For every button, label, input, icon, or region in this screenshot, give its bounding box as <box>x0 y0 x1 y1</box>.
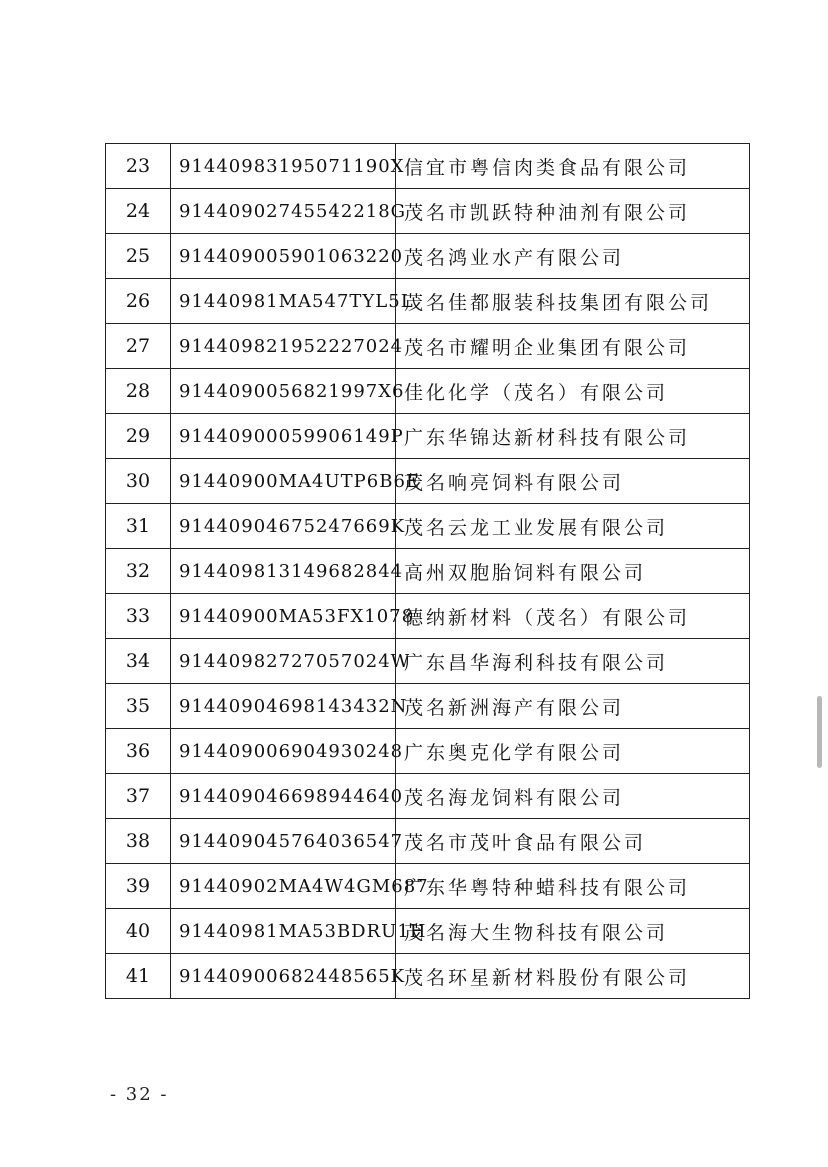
credit-code: 91440902MA4W4GM687 <box>171 864 396 909</box>
row-number: 28 <box>106 369 171 414</box>
table-row <box>106 819 750 864</box>
table-row <box>106 864 750 909</box>
company-name: 信宜市粤信肉类食品有限公司 <box>396 144 750 189</box>
company-name: 茂名市茂叶食品有限公司 <box>396 819 750 864</box>
credit-code: 91440983195071190X <box>171 144 396 189</box>
credit-code: 91440900059906149P <box>171 414 396 459</box>
table-row <box>106 729 750 774</box>
credit-code: 91440904698143432N <box>171 684 396 729</box>
credit-code: 91440900MA53FX1078 <box>171 594 396 639</box>
company-name: 茂名海大生物科技有限公司 <box>396 909 750 954</box>
row-number: 29 <box>106 414 171 459</box>
company-name: 广东华粤特种蜡科技有限公司 <box>396 864 750 909</box>
row-number: 31 <box>106 504 171 549</box>
company-name: 茂名云龙工业发展有限公司 <box>396 504 750 549</box>
table-row <box>106 189 750 234</box>
table-row <box>106 594 750 639</box>
company-name: 茂名市凯跃特种油剂有限公司 <box>396 189 750 234</box>
credit-code: 91440981MA547TYL5L <box>171 279 396 324</box>
table-row <box>106 954 750 999</box>
row-number: 33 <box>106 594 171 639</box>
credit-code: 914409821952227024 <box>171 324 396 369</box>
company-name: 茂名佳都服装科技集团有限公司 <box>396 279 750 324</box>
row-number: 35 <box>106 684 171 729</box>
table-row <box>106 639 750 684</box>
row-number: 26 <box>106 279 171 324</box>
row-number: 36 <box>106 729 171 774</box>
row-number: 38 <box>106 819 171 864</box>
table-row <box>106 459 750 504</box>
credit-code: 914409046698944640 <box>171 774 396 819</box>
company-name: 茂名响亮饲料有限公司 <box>396 459 750 504</box>
credit-code: 914409005901063220 <box>171 234 396 279</box>
credit-code: 91440982727057024W <box>171 639 396 684</box>
row-number: 25 <box>106 234 171 279</box>
company-table <box>105 143 750 999</box>
table-row <box>106 909 750 954</box>
credit-code: 91440900682448565K <box>171 954 396 999</box>
row-number: 23 <box>106 144 171 189</box>
row-number: 37 <box>106 774 171 819</box>
row-number: 24 <box>106 189 171 234</box>
table-row <box>106 684 750 729</box>
row-number: 40 <box>106 909 171 954</box>
table-row <box>106 144 750 189</box>
row-number: 39 <box>106 864 171 909</box>
table-row <box>106 279 750 324</box>
table-row <box>106 504 750 549</box>
company-name: 广东华锦达新材科技有限公司 <box>396 414 750 459</box>
company-name: 高州双胞胎饲料有限公司 <box>396 549 750 594</box>
company-name: 广东奥克化学有限公司 <box>396 729 750 774</box>
scrollbar-thumb[interactable] <box>817 696 822 768</box>
row-number: 27 <box>106 324 171 369</box>
credit-code: 91440900MA4UTP6B6E <box>171 459 396 504</box>
table-body <box>106 144 750 999</box>
row-number: 30 <box>106 459 171 504</box>
credit-code: 91440902745542218G <box>171 189 396 234</box>
company-name: 广东昌华海利科技有限公司 <box>396 639 750 684</box>
company-name: 茂名环星新材料股份有限公司 <box>396 954 750 999</box>
company-name: 茂名新洲海产有限公司 <box>396 684 750 729</box>
table-row <box>106 234 750 279</box>
credit-code: 914409045764036547 <box>171 819 396 864</box>
row-number: 41 <box>106 954 171 999</box>
credit-code: 91440904675247669K <box>171 504 396 549</box>
credit-code: 9144090056821997X6 <box>171 369 396 414</box>
table-row <box>106 549 750 594</box>
company-name: 佳化化学（茂名）有限公司 <box>396 369 750 414</box>
company-name: 茂名市耀明企业集团有限公司 <box>396 324 750 369</box>
table-row <box>106 414 750 459</box>
company-name: 茂名海龙饲料有限公司 <box>396 774 750 819</box>
row-number: 34 <box>106 639 171 684</box>
credit-code: 91440981MA53BDRU1H <box>171 909 396 954</box>
company-name: 德纳新材料（茂名）有限公司 <box>396 594 750 639</box>
table-row <box>106 369 750 414</box>
page-number: - 32 - <box>110 1084 169 1105</box>
row-number: 32 <box>106 549 171 594</box>
credit-code: 914409006904930248 <box>171 729 396 774</box>
credit-code: 914409813149682844 <box>171 549 396 594</box>
company-name: 茂名鸿业水产有限公司 <box>396 234 750 279</box>
table-row <box>106 324 750 369</box>
table-row <box>106 774 750 819</box>
